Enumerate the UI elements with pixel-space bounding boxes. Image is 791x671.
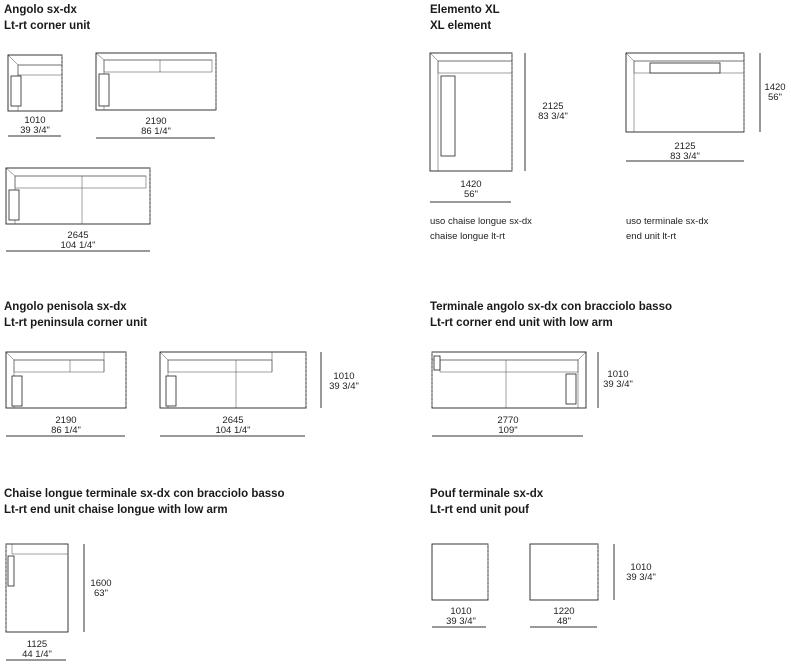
dim-label — [430, 180, 512, 200]
title-en: Lt-rt corner end unit with low arm — [430, 317, 613, 329]
module-pouf-1220 — [530, 544, 598, 600]
dim-inch: 44 1/4" — [22, 649, 52, 660]
module-corner-2190 — [96, 53, 216, 110]
note-en: end unit lt-rt — [626, 231, 677, 242]
dim-inch: 48" — [557, 616, 571, 627]
module-peninsula-2645 — [160, 352, 306, 408]
title-it: Pouf terminale sx-dx — [430, 488, 544, 500]
dim-mm: 1125 — [26, 639, 48, 650]
dim-label — [6, 231, 150, 251]
dim-inch: 56" — [464, 189, 478, 200]
title-it: Chaise longue terminale sx-dx con bracciolo basso — [4, 488, 285, 500]
dim-inch: 83 3/4" — [670, 151, 700, 162]
dim-label — [6, 640, 68, 660]
dim-mm: 1220 — [553, 606, 575, 617]
note-it: uso chaise longue sx-dx — [430, 216, 532, 227]
dim-inch: 39 3/4" — [446, 616, 476, 627]
dim-inch: 39 3/4" — [20, 125, 50, 136]
title-it: Terminale angolo sx-dx con bracciolo basso — [430, 301, 672, 313]
dim-label — [6, 416, 126, 436]
title-en: XL element — [430, 20, 492, 32]
dim-mm: 2645 — [67, 230, 89, 241]
dim-label — [84, 579, 118, 599]
dim-label — [96, 117, 216, 137]
module-pouf-1010 — [432, 544, 488, 600]
title-en: Lt-rt end unit pouf — [430, 504, 529, 516]
dim-inch: 56" — [768, 92, 782, 103]
dim-inch: 104 1/4" — [60, 240, 96, 251]
dim-label — [8, 116, 62, 136]
note-end-use — [626, 214, 708, 244]
dim-inch: 63" — [94, 588, 108, 599]
note-chaise-use — [430, 214, 532, 244]
dim-mm: 2645 — [222, 415, 244, 426]
title-it: Angolo penisola sx-dx — [4, 301, 127, 313]
dim-label — [527, 102, 579, 122]
dim-inch: 39 3/4" — [603, 379, 633, 390]
dim-inch: 104 1/4" — [215, 425, 251, 436]
dim-mm: 1010 — [630, 562, 652, 573]
dim-mm: 2770 — [497, 415, 519, 426]
dim-mm: 2190 — [145, 116, 167, 127]
dim-label — [626, 142, 744, 162]
title-en: Lt-rt corner unit — [4, 20, 91, 32]
dim-mm: 2190 — [55, 415, 77, 426]
module-xl-chaise — [430, 53, 512, 171]
dim-mm: 1010 — [24, 115, 46, 126]
dim-mm: 1420 — [460, 179, 482, 190]
dim-inch: 39 3/4" — [329, 381, 359, 392]
dim-label — [758, 83, 791, 103]
module-peninsula-2190 — [6, 352, 126, 408]
dim-label — [432, 416, 584, 436]
dim-mm: 1010 — [450, 606, 472, 617]
dim-inch: 83 3/4" — [538, 111, 568, 122]
module-corner-end-2770 — [432, 352, 586, 408]
dim-inch: 39 3/4" — [626, 572, 656, 583]
dim-inch: 86 1/4" — [51, 425, 81, 436]
dim-label — [160, 416, 306, 436]
title-it: Angolo sx-dx — [4, 4, 77, 16]
dim-mm: 1600 — [90, 578, 112, 589]
title-en: Lt-rt peninsula corner unit — [4, 317, 148, 329]
note-it: uso terminale sx-dx — [626, 216, 709, 227]
dim-label — [432, 607, 490, 627]
module-chaise-end — [6, 544, 68, 632]
dim-inch: 86 1/4" — [141, 126, 171, 137]
dim-label — [530, 607, 598, 627]
dim-mm: 1010 — [333, 371, 355, 382]
dim-label — [598, 370, 638, 390]
module-xl-end — [626, 53, 744, 132]
dim-label — [324, 372, 364, 392]
dim-mm: 1010 — [607, 369, 629, 380]
module-corner-2645 — [6, 168, 150, 224]
dim-inch: 109" — [498, 425, 518, 436]
dim-mm: 1420 — [764, 82, 786, 93]
dim-mm: 2125 — [674, 141, 696, 152]
module-corner-1010 — [8, 55, 62, 111]
note-en: chaise longue lt-rt — [430, 231, 505, 242]
title-en: Lt-rt end unit chaise longue with low arm — [4, 504, 228, 516]
title-it: Elemento XL — [430, 4, 500, 16]
dim-label — [619, 563, 663, 583]
dim-mm: 2125 — [542, 101, 564, 112]
